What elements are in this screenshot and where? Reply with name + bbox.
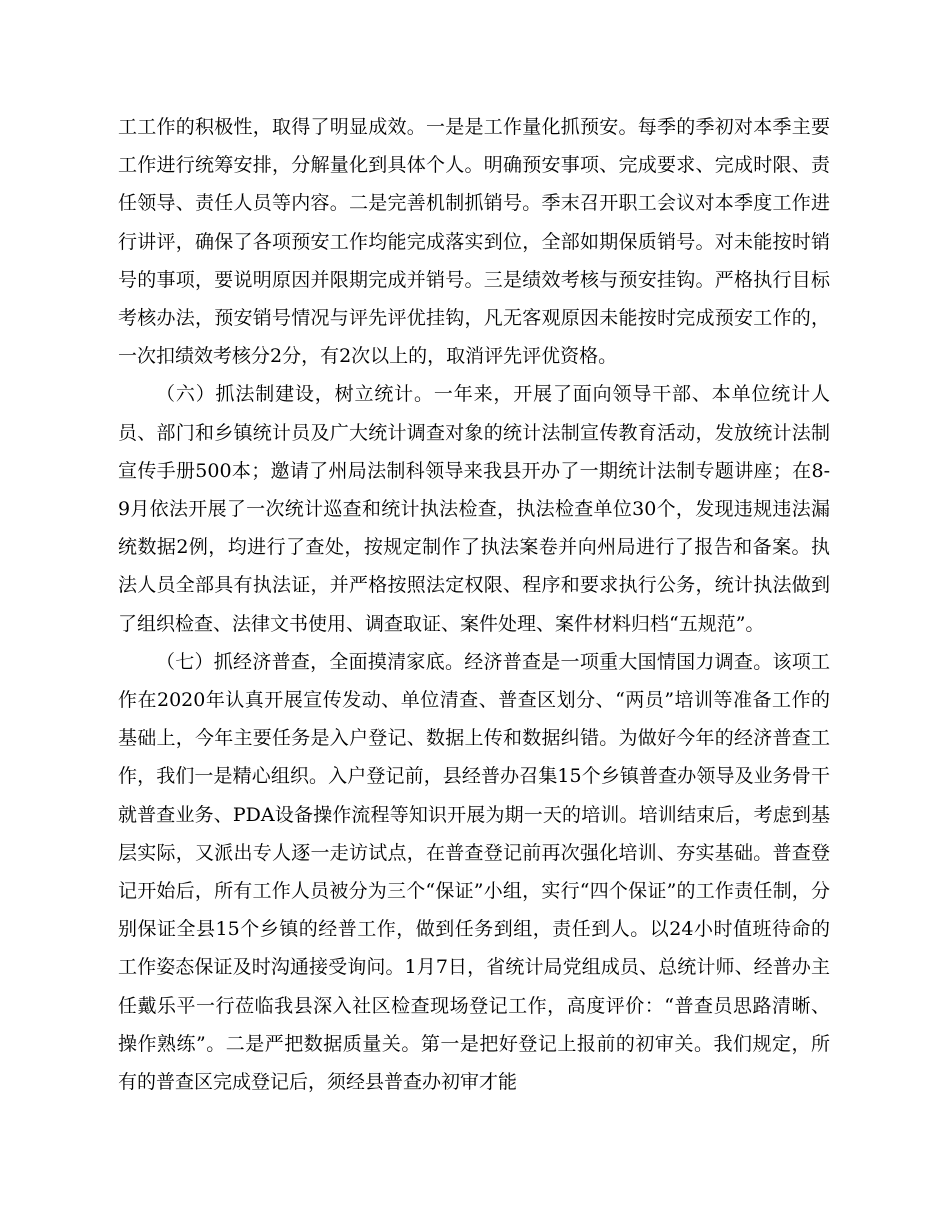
paragraph-legal-construction: （六）抓法制建设，树立统计。一年来，开展了面向领导干部、本单位统计人员、部门和乡镇统计员及广大统计调查对象的统计法制宣传教育活动，发放统计法制宣传手册500本；邀请了州局法制科领导来我县开办了一期统计法制专题讲座；在8-9月依法开展了一次统计巡查和统计执法检查，执法检查单位30个，发现违规违法漏统数据2例，均进行了查处，按规定制作了执法案卷并向州局进行了报告和备案。执法人员全部具有执法证，并严格按照法定权限、程序和要求执行公务，统计执法做到了组织检查、法律文书使用、调查取证、案件处理、案件材料归档“五规范”。 (118, 383, 830, 635)
document-page (118, 108, 830, 1101)
paragraph-economic-census: （七）抓经济普查，全面摸清家底。经济普查是一项重大国情国力调查。该项工作在2020年认真开展宣传发动、单位清查、普查区划分、“两员”培训等准备工作的基础上，今年主要任务是入户登记、数据上传和数据纠错。为做好今年的经济普查工作，我们一是精心组织。入户登记前，县经普办召集15个乡镇普查办领导及业务骨干就普查业务、PDA设备操作流程等知识开展为期一天的培训。培训结束后，考虑到基层实际，又派出专人逐一走访试点，在普查登记前再次强化培训、夯实基础。普查登记开始后，所有工作人员被分为三个“保证”小组，实行“四个保证”的工作责任制，分别保证全县15个乡镇的经普工作，做到任务到组，责任到人。以24小时值班待命的工作姿态保证及时沟通接受询问。1月7日，省统计局党组成员、总统计师、经普办主任戴乐平一行莅临我县深入社区检查现场登记工作，高度评价：“普查员思路清晰、操作熟练”。二是严把数据质量关。第一是把好登记上报前的初审关。我们规定，所有的普查区完成登记后，须经县普查办初审才能 (118, 650, 830, 1094)
paragraph-preparation-work: 工工作的积极性，取得了明显成效。一是是工作量化抓预安。每季的季初对本季主要工作进行统筹安排，分解量化到具体个人。明确预安事项、完成要求、完成时限、责任领导、责任人员等内容。二是完善机制抓销号。季末召开职工会议对本季度工作进行讲评，确保了各项预安工作均能完成落实到位，全部如期保质销号。对未能按时销号的事项，要说明原因并限期完成并销号。三是绩效考核与预安挂钩。严格执行目标考核办法，预安销号情况与评先评优挂钩，凡无客观原因未能按时完成预安工作的，一次扣绩效考核分2分，有2次以上的，取消评先评优资格。 (118, 116, 830, 368)
